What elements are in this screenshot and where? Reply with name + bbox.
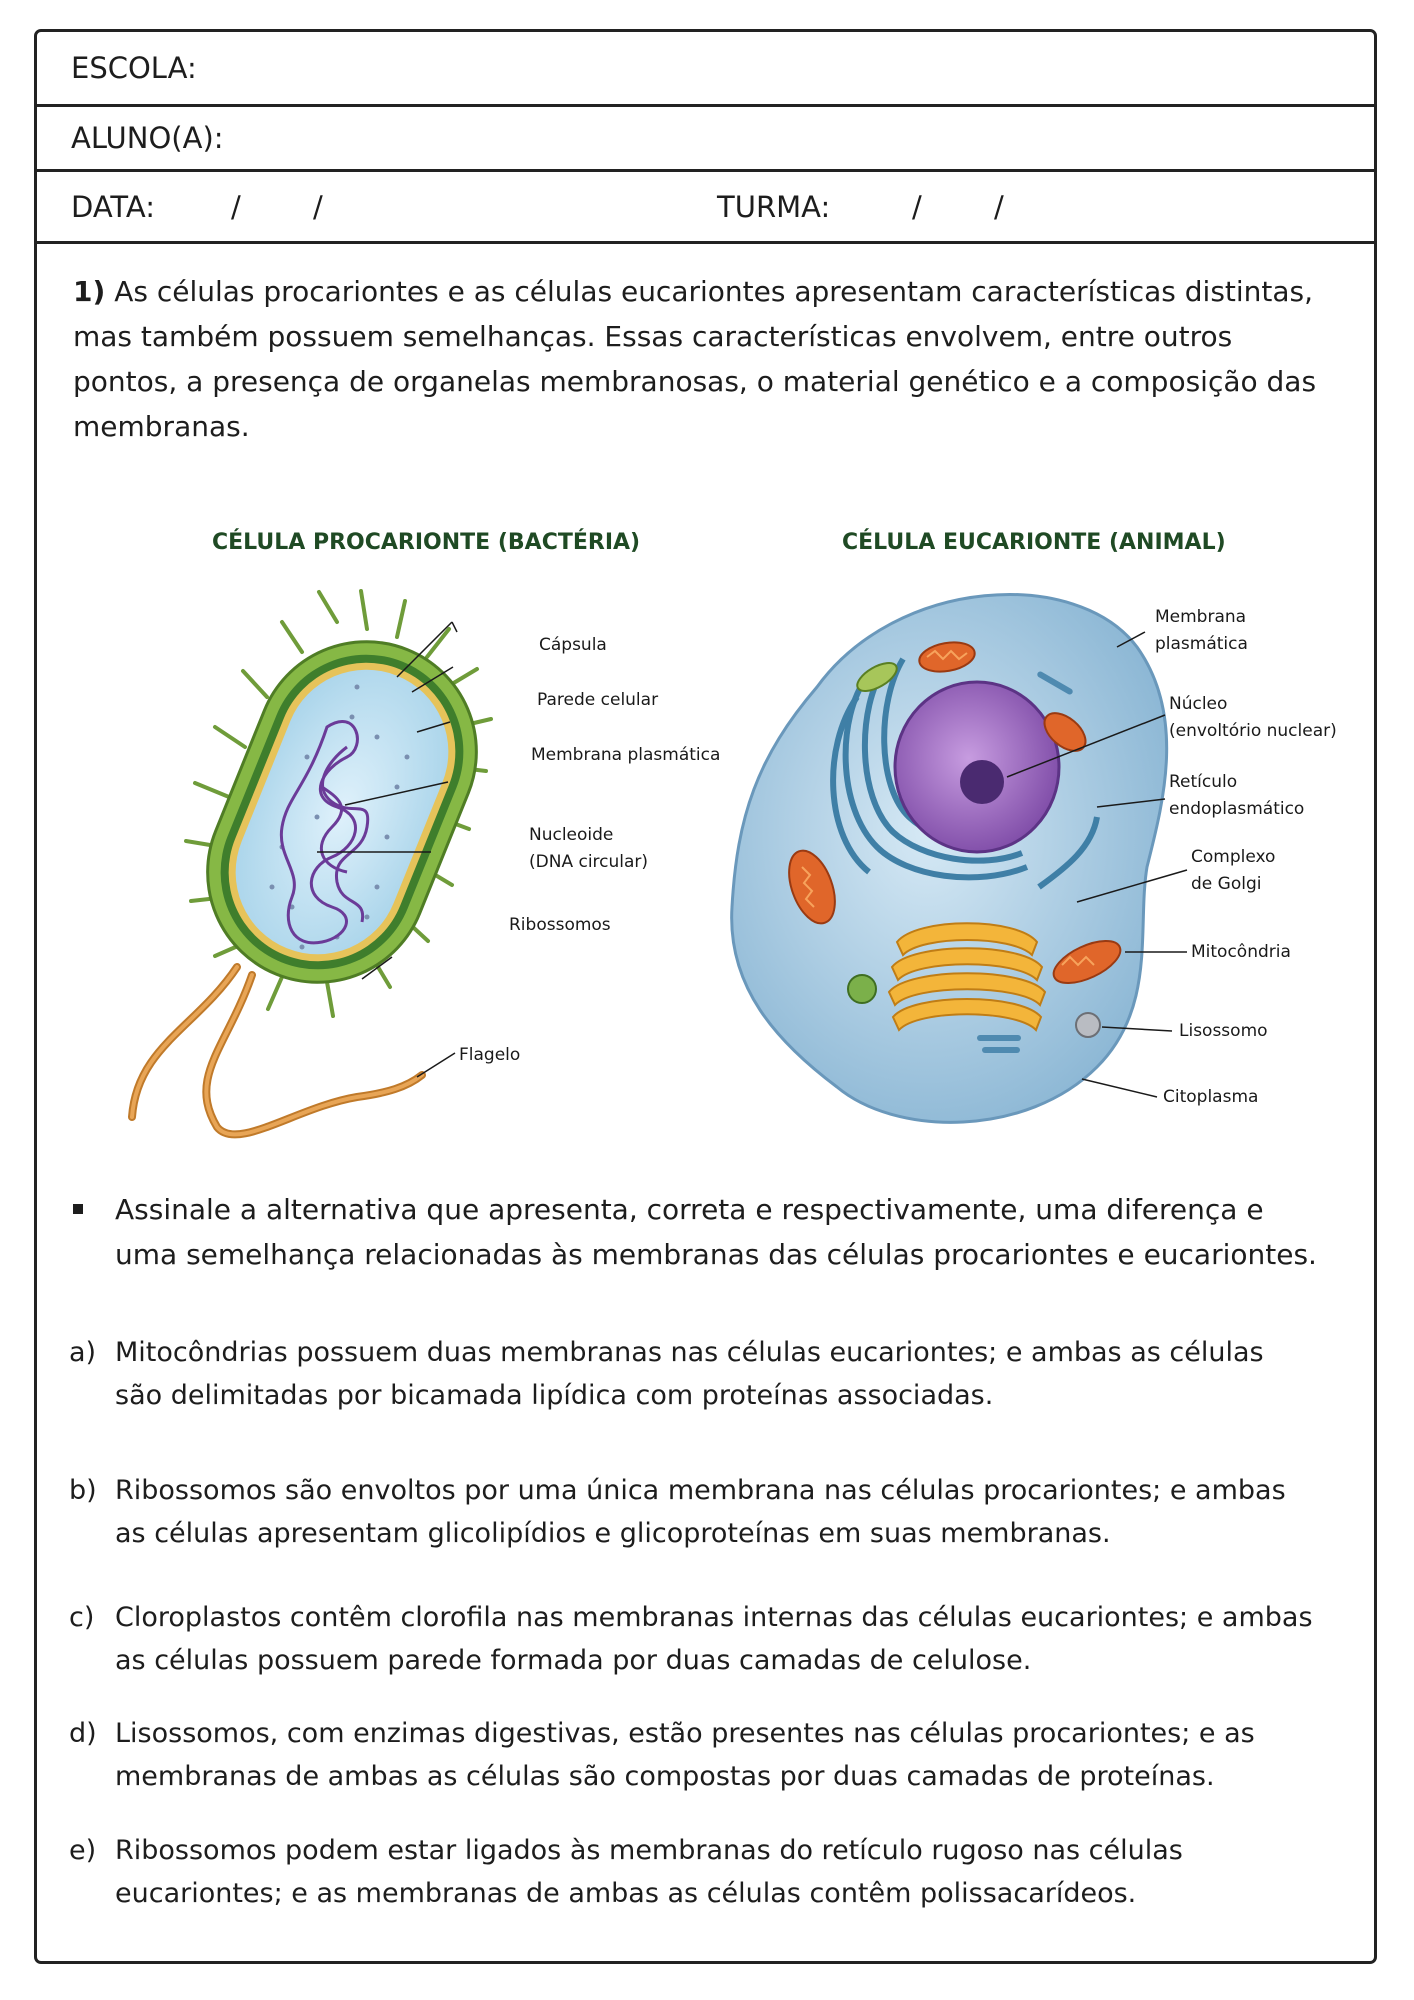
date-separator: / [231, 189, 241, 224]
label-nucleus: Núcleo [1169, 694, 1228, 714]
label-membrane-2: plasmática [1155, 634, 1248, 654]
label-plasma-membrane: Membrana plasmática [531, 745, 721, 765]
worksheet [34, 29, 1377, 1964]
prokaryote-title: CÉLULA PROCARIONTE (BACTÉRIA) [212, 530, 641, 555]
label-membrane: Membrana [1155, 607, 1247, 627]
label-cytoplasm: Citoplasma [1163, 1087, 1259, 1107]
question-stem [73, 269, 1326, 449]
option-b[interactable] [69, 1469, 1314, 1555]
question-text: As células procariontes e as células eucariontes apresentam características distintas, mas também possuem semelhanças. Essas características envolvem, entre outros pontos, a presença de organelas membranosas, o material genético e a composição das membranas. [73, 275, 1317, 443]
class-separator: / [912, 189, 922, 224]
animal-cell-illustration [732, 595, 1167, 1123]
school-label: ESCOLA: [71, 51, 197, 85]
prompt-text: Assinale a alternativa que apresenta, correta e respectivamente, uma diferença e uma semelhança relacionadas às membranas das células procariontes e eucariontes. [115, 1193, 1317, 1271]
student-label: ALUNO(A): [71, 121, 224, 155]
label-golgi: Complexo [1191, 847, 1276, 867]
option-letter: e) [69, 1835, 97, 1866]
label-lysosome: Lisossomo [1179, 1021, 1268, 1041]
label-nucleus-envelope: (envoltório nuclear) [1169, 721, 1337, 741]
label-flagellum: Flagelo [459, 1045, 521, 1065]
option-e[interactable] [69, 1829, 1314, 1915]
cell-figures [77, 487, 1367, 1157]
option-letter: a) [69, 1337, 97, 1368]
option-letter: b) [69, 1475, 97, 1506]
question-number: 1) [73, 275, 106, 308]
option-c[interactable] [69, 1596, 1314, 1682]
school-row[interactable] [37, 32, 1374, 107]
bullet-icon [73, 1204, 83, 1214]
label-er: Retículo [1169, 772, 1238, 792]
date-label: DATA: [71, 189, 155, 224]
eukaryote-title: CÉLULA EUCARIONTE (ANIMAL) [842, 530, 1226, 555]
label-er-2: endoplasmático [1169, 799, 1305, 819]
option-text: Cloroplastos contêm clorofila nas membranas internas das células eucariontes; e ambas as células possuem parede formada por duas camadas de celulose. [115, 1602, 1313, 1676]
option-text: Mitocôndrias possuem duas membranas nas células eucariontes; e ambas as células são delimitadas por bicamada lipídica com proteínas associadas. [115, 1337, 1264, 1411]
label-cell-wall: Parede celular [537, 690, 659, 710]
cell-diagrams-svg [77, 487, 1367, 1157]
option-letter: d) [69, 1718, 97, 1749]
student-row[interactable] [37, 107, 1374, 172]
bacterium-illustration [132, 591, 510, 1134]
label-capsule: Cápsula [539, 635, 607, 655]
class-separator: / [994, 189, 1004, 224]
question-prompt [73, 1187, 1326, 1277]
option-letter: c) [69, 1602, 95, 1633]
option-text: Ribossomos podem estar ligados às membranas do retículo rugoso nas células eucariontes; e as membranas de ambas as células contêm polissacarídeos. [115, 1835, 1183, 1909]
label-golgi-2: de Golgi [1191, 874, 1262, 894]
label-nucleoid: Nucleoide [529, 825, 614, 845]
option-a[interactable] [69, 1331, 1314, 1417]
class-label: TURMA: [717, 189, 831, 224]
date-separator: / [313, 189, 323, 224]
label-mitochondria: Mitocôndria [1191, 942, 1291, 962]
option-d[interactable] [69, 1712, 1314, 1798]
option-text: Lisossomos, com enzimas digestivas, estão presentes nas células procariontes; e as membranas de ambas as células são compostas por duas camadas de proteínas. [115, 1718, 1255, 1792]
label-nucleoid-dna: (DNA circular) [529, 852, 649, 872]
option-text: Ribossomos são envoltos por uma única membrana nas células procariontes; e ambas as células apresentam glicolipídios e glicoproteínas em suas membranas. [115, 1475, 1286, 1549]
date-class-row [37, 172, 1374, 244]
label-ribosomes: Ribossomos [509, 915, 611, 935]
